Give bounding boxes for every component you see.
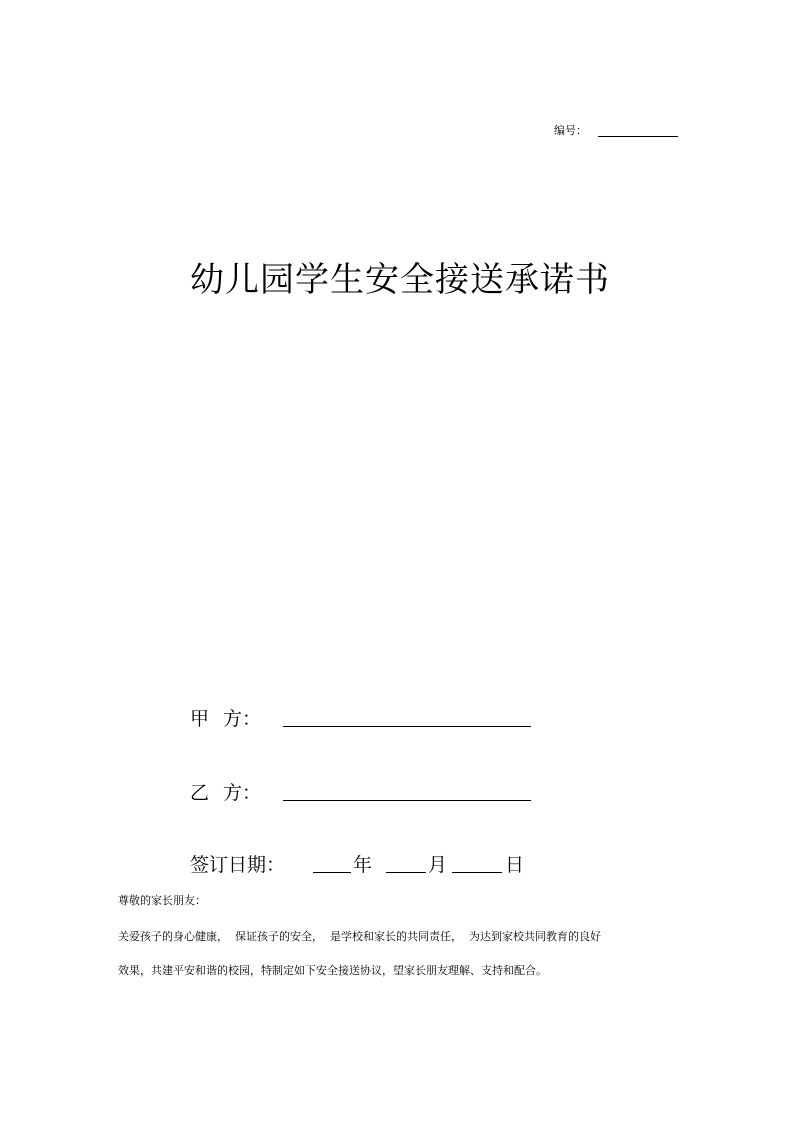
document-number-label: 编号： [554,124,587,137]
letter-greeting: 尊敬的家长朋友： [118,894,206,907]
party-b-label [190,780,261,806]
sign-date-year-blank [313,872,351,873]
sign-date-month-blank [386,872,426,873]
party-a-blank [283,726,531,727]
sign-date-label: 签订日期： [190,854,286,876]
sign-date-month-unit: 月 [428,854,448,876]
sign-date-day-unit: 日 [505,854,525,876]
party-a-label-char: 甲 [190,708,210,730]
party-b-label-suffix: 方： [223,782,262,804]
document-title: 幼儿园学生安全接送承诺书 [190,260,610,300]
party-a-label-suffix: 方： [223,708,262,730]
letter-paragraph-2: 效果，共建平安和谐的校园，特制定如下安全接送协议，望家长朋友理解、支持和配合。 [118,964,547,977]
sign-date-day-blank [452,872,502,873]
sign-date-year-unit: 年 [353,854,373,876]
document-number-blank [598,136,678,137]
letter-paragraph-1: 关爱孩子的身心健康， 保证孩子的安全， 是学校和家长的共同责任， 为达到家校共同教育的良好 [118,930,601,943]
party-b-label-char: 乙 [190,782,210,804]
party-a-label [190,706,261,732]
party-b-blank [283,800,531,801]
